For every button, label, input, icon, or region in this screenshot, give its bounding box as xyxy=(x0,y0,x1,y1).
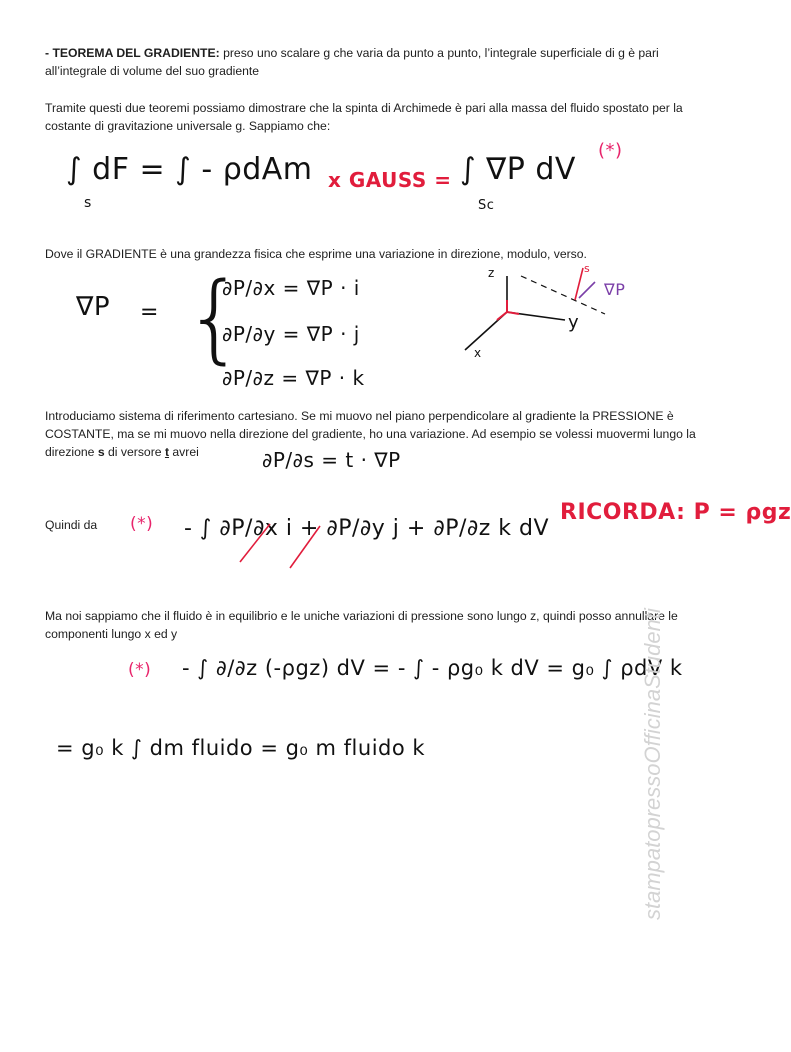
equation-subscript-sc: Sc xyxy=(478,198,495,213)
symbol-t: t xyxy=(164,445,169,459)
axis-label-x: x xyxy=(474,346,482,360)
star-marker-1: (*) xyxy=(598,140,623,161)
gradient-label-purple: ∇P xyxy=(604,280,626,299)
watermark: stampatopressoOfficinaStudenti xyxy=(640,608,665,920)
gradient-eq-z: ∂P/∂z = ∇P · k xyxy=(222,366,365,390)
equation-final-1: - ∫ ∂/∂z (-ρgz) dV = - ∫ - ρg₀ k dV = g₀ ∫ ρdV k xyxy=(182,656,683,680)
star-marker-3: (*) xyxy=(128,660,152,680)
equation-subscript-s: s xyxy=(84,195,92,211)
text-gradient-theorem: preso uno scalare g che varia da punto a punto, l’integrale superficiale di g è pari all’integrale di volume del suo gradiente xyxy=(45,46,659,78)
equation-surface-integral: ∫ dF = ∫ - ρdAm xyxy=(66,152,313,187)
gradient-eq-x: ∂P/∂x = ∇P · i xyxy=(222,276,360,300)
ricorda-note: RICORDA: P = ρgz xyxy=(560,500,791,525)
equation-final-2: = g₀ k ∫ dm fluido = g₀ m fluido k xyxy=(56,736,426,760)
paragraph-equilibrium: Ma noi sappiamo che il fluido è in equilibrio e le uniche variazioni di pressione sono lungo z, quindi posso annullare le componenti lungo x ed y xyxy=(45,609,678,641)
gradient-eq-y: ∂P/∂y = ∇P · j xyxy=(222,322,360,346)
equals-sign: = xyxy=(140,300,159,325)
equation-quindi: - ∫ ∂P/∂x i + ∂P/∂y j + ∂P/∂z k dV xyxy=(184,516,550,541)
axis-label-s: s xyxy=(584,262,591,275)
axis-label-z: z xyxy=(488,266,495,280)
text-cartesian-c: avrei xyxy=(169,445,199,459)
directional-derivative-eq: ∂P/∂s = t · ∇P xyxy=(262,448,401,472)
axis-label-y: y xyxy=(568,312,580,333)
paragraph-quindi: Quindi da xyxy=(45,518,98,532)
paragraph-gradient-theorem xyxy=(45,44,705,80)
paragraph-archimedes: Tramite questi due teoremi possiamo dimostrare che la spinta di Archimede è pari alla massa del fluido spostato per la costante di gravitazione universale g. Sappiamo che: xyxy=(45,101,683,133)
brace: { xyxy=(184,262,246,374)
paragraph-gradient-def: Dove il GRADIENTE è una grandezza fisica che esprime una variazione in direzione, modulo, verso. xyxy=(45,247,587,261)
text-cartesian-a: Introduciamo sistema di riferimento cartesiano. Se mi muovo nel piano perpendicolare al gradiente la PRESSIONE è COSTANTE, ma se mi muovo nella direzione del gradiente, ho una variazione. Ad esempio se volessi muovermi lungo la direzione xyxy=(45,409,696,459)
gradient-symbol: ∇P xyxy=(76,292,111,322)
star-marker-2: (*) xyxy=(130,514,154,534)
gauss-label: x GAUSS = xyxy=(328,168,452,192)
axes-diagram xyxy=(455,262,635,362)
strike-lines xyxy=(240,516,320,570)
equation-volume-integral: ∫ ∇P dV xyxy=(460,152,576,187)
text-cartesian-b: di versore xyxy=(104,445,165,459)
symbol-s: s xyxy=(97,445,105,459)
heading-gradient-theorem: - TEOREMA DEL GRADIENTE: xyxy=(45,46,220,60)
